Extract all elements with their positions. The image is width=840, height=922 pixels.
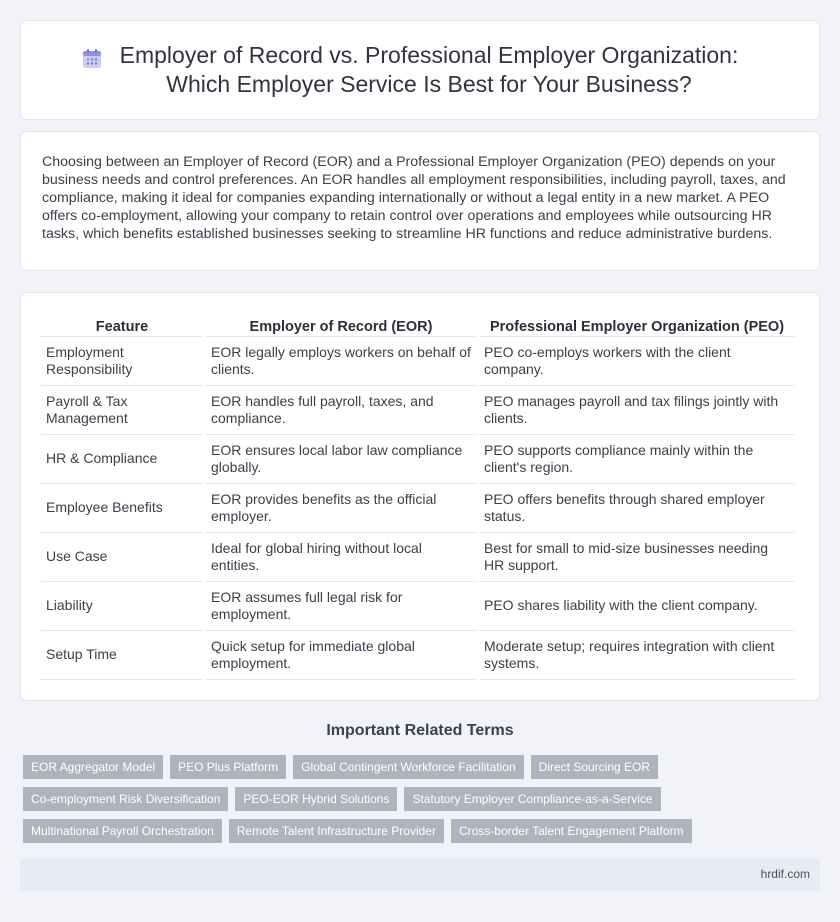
tag-row	[23, 787, 803, 811]
table-row	[41, 337, 795, 386]
peo-cell: PEO offers benefits through shared employer status.	[479, 484, 795, 533]
peo-cell: PEO co-employs workers with the client company.	[479, 337, 795, 386]
related-term-tag[interactable]: Global Contingent Workforce Facilitation	[293, 755, 524, 779]
related-term-tag[interactable]: Statutory Employer Compliance-as-a-Service	[404, 787, 660, 811]
intro-paragraph: Choosing between an Employer of Record (EOR) and a Professional Employer Organization (PEO) depends on your business needs and control preferences. An EOR handles all employment responsibilities, including payroll, taxes, and compliance, making it ideal for companies expanding internationally or without a legal entity in a new market. A PEO offers co-employment, allowing your company to retain control over operations and employees while outsourcing HR tasks, which benefits established businesses seeking to streamline HR functions and reduce administrative burdens.	[42, 154, 786, 242]
footer	[20, 858, 820, 891]
related-term-tag[interactable]: EOR Aggregator Model	[23, 755, 163, 779]
eor-cell: EOR legally employs workers on behalf of clients.	[206, 337, 476, 386]
peo-cell: Best for small to mid-size businesses needing HR support.	[479, 533, 795, 582]
feature-cell: Employment Responsibility	[41, 337, 203, 386]
related-term-tag[interactable]: Co-employment Risk Diversification	[23, 787, 228, 811]
eor-cell: EOR provides benefits as the official employer.	[206, 484, 476, 533]
table-row	[41, 533, 795, 582]
related-term-tag[interactable]: PEO Plus Platform	[170, 755, 286, 779]
footer-site-link[interactable]: hrdif.com	[760, 867, 810, 881]
feature-cell: HR & Compliance	[41, 435, 203, 484]
comparison-table	[38, 315, 798, 680]
feature-cell: Employee Benefits	[41, 484, 203, 533]
table-row	[41, 484, 795, 533]
header-feature: Feature	[41, 315, 203, 337]
feature-cell: Setup Time	[41, 631, 203, 680]
table-header-row	[41, 315, 795, 337]
peo-cell: PEO shares liability with the client company.	[479, 582, 795, 631]
feature-cell: Use Case	[41, 533, 203, 582]
related-term-tag[interactable]: Remote Talent Infrastructure Provider	[229, 819, 444, 843]
tag-row	[23, 755, 803, 779]
header-peo: Professional Employer Organization (PEO)	[479, 315, 795, 337]
eor-cell: EOR ensures local labor law compliance globally.	[206, 435, 476, 484]
eor-cell: Quick setup for immediate global employment.	[206, 631, 476, 680]
tag-row	[23, 819, 803, 843]
eor-cell: Ideal for global hiring without local entities.	[206, 533, 476, 582]
peo-cell: Moderate setup; requires integration with client systems.	[479, 631, 795, 680]
related-term-tag[interactable]: Direct Sourcing EOR	[531, 755, 658, 779]
title-card	[20, 20, 820, 120]
related-term-tag[interactable]: Cross-border Talent Engagement Platform	[451, 819, 692, 843]
comparison-table-card	[20, 292, 820, 701]
intro-card	[20, 131, 820, 271]
feature-cell: Liability	[41, 582, 203, 631]
page-title: Employer of Record vs. Professional Employer Organization: Which Employer Service Is Best for Your Business?	[119, 42, 739, 97]
related-term-tag[interactable]: PEO-EOR Hybrid Solutions	[235, 787, 397, 811]
related-terms-title: Important Related Terms	[326, 722, 514, 739]
table-row	[41, 386, 795, 435]
header-eor: Employer of Record (EOR)	[206, 315, 476, 337]
peo-cell: PEO manages payroll and tax filings jointly with clients.	[479, 386, 795, 435]
table-row	[41, 582, 795, 631]
peo-cell: PEO supports compliance mainly within the client's region.	[479, 435, 795, 484]
eor-cell: EOR assumes full legal risk for employment.	[206, 582, 476, 631]
table-row	[41, 435, 795, 484]
feature-cell: Payroll & Tax Management	[41, 386, 203, 435]
eor-cell: EOR handles full payroll, taxes, and compliance.	[206, 386, 476, 435]
related-term-tag[interactable]: Multinational Payroll Orchestration	[23, 819, 222, 843]
table-row	[41, 631, 795, 680]
related-terms-list	[23, 755, 803, 851]
